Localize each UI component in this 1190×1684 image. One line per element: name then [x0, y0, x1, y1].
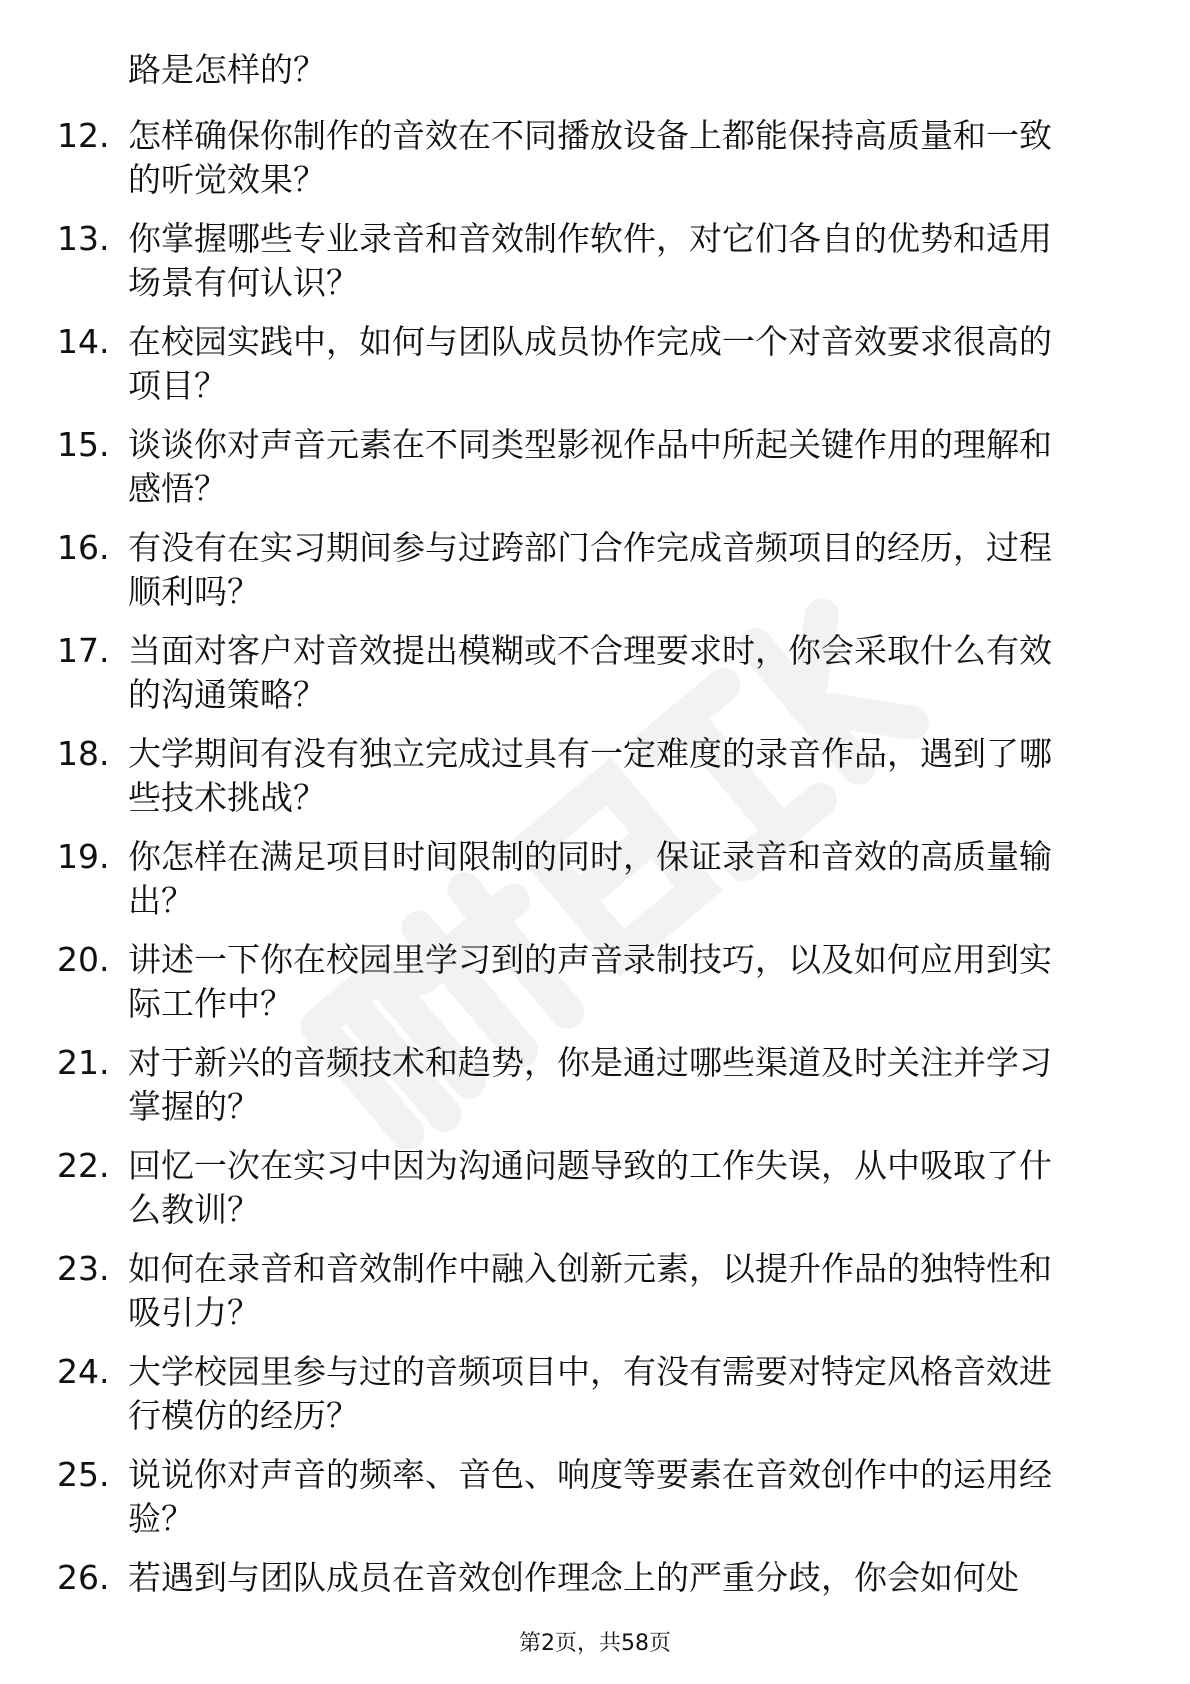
- question-text-line: 顺利吗？: [128, 572, 260, 611]
- question-number: 15.: [57, 425, 110, 464]
- question-text-line: 谈谈你对声音元素在不同类型影视作品中所起关键作用的理解和: [128, 425, 1052, 464]
- question-number: 19.: [57, 837, 110, 876]
- question-text: [128, 423, 1128, 511]
- question-text-line: 验？: [128, 1499, 194, 1538]
- question-text-line: 回忆一次在实习中因为沟通问题导致的工作失误，从中吸取了什: [128, 1146, 1052, 1185]
- question-text-line: 对于新兴的音频技术和趋势，你是通过哪些渠道及时关注并学习: [128, 1043, 1052, 1082]
- question-text: [128, 1041, 1128, 1129]
- question-text: [128, 1453, 1128, 1541]
- list-item: [0, 1453, 1190, 1556]
- list-item: [0, 732, 1190, 835]
- question-text-line: 讲述一下你在校园里学习到的声音录制技巧，以及如何应用到实: [128, 940, 1052, 979]
- question-number: 16.: [57, 528, 110, 567]
- question-number: 22.: [57, 1146, 110, 1185]
- question-text-line: 行模仿的经历？: [128, 1396, 359, 1435]
- question-text-line: 你掌握哪些专业录音和音效制作软件，对它们各自的优势和适用: [128, 219, 1052, 258]
- question-text-line: 大学期间有没有独立完成过具有一定难度的录音作品，遇到了哪: [128, 734, 1052, 773]
- question-text-line: 项目？: [128, 366, 227, 405]
- list-item: [0, 423, 1190, 526]
- question-text-line: 有没有在实习期间参与过跨部门合作完成音频项目的经历，过程: [128, 528, 1052, 567]
- question-text: [128, 629, 1128, 717]
- question-number: 21.: [57, 1043, 110, 1082]
- question-text-line: 吸引力？: [128, 1293, 260, 1332]
- question-text: [128, 114, 1128, 202]
- list-item: [0, 114, 1190, 217]
- question-text-line: 说说你对声音的频率、音色、响度等要素在音效创作中的运用经: [128, 1455, 1052, 1494]
- question-text-line: 际工作中？: [128, 984, 293, 1023]
- question-text: [128, 1144, 1128, 1232]
- list-item: [0, 526, 1190, 629]
- question-number: 24.: [57, 1352, 110, 1391]
- question-number: 23.: [57, 1249, 110, 1288]
- question-text: [128, 320, 1128, 408]
- question-text-line: 掌握的？: [128, 1087, 260, 1126]
- list-item: [0, 1041, 1190, 1144]
- question-number: 13.: [57, 219, 110, 258]
- question-number: 20.: [57, 940, 110, 979]
- list-item: [0, 217, 1190, 320]
- question-text-line: 感悟？: [128, 469, 227, 508]
- question-text-line: 的听觉效果？: [128, 160, 326, 199]
- list-item: [0, 1350, 1190, 1453]
- question-text: [128, 1556, 1128, 1600]
- list-item: [0, 835, 1190, 938]
- question-number: 17.: [57, 631, 110, 670]
- question-text: [128, 938, 1128, 1026]
- question-text: [128, 1350, 1128, 1438]
- list-item: [0, 320, 1190, 423]
- question-text-line: 场景有何认识？: [128, 263, 359, 302]
- question-text-line: 当面对客户对音效提出模糊或不合理要求时，你会采取什么有效: [128, 631, 1052, 670]
- question-number: 14.: [57, 322, 110, 361]
- question-number: 25.: [57, 1455, 110, 1494]
- question-text-line: 出？: [128, 881, 194, 920]
- question-text: [128, 835, 1128, 923]
- question-text-line: 大学校园里参与过的音频项目中，有没有需要对特定风格音效进: [128, 1352, 1052, 1391]
- list-item: [0, 629, 1190, 732]
- continued-question-text: 路是怎样的？: [128, 50, 326, 89]
- question-text-line: 怎样确保你制作的音效在不同播放设备上都能保持高质量和一致: [128, 116, 1052, 155]
- question-number: 26.: [57, 1558, 110, 1597]
- question-text-line: 若遇到与团队成员在音效创作理念上的严重分歧，你会如何处: [128, 1558, 1019, 1597]
- question-text: [128, 1247, 1128, 1335]
- question-number: 18.: [57, 734, 110, 773]
- page-footer: 第2页，共58页: [519, 1631, 671, 1656]
- question-text-line: 你怎样在满足项目时间限制的同时，保证录音和音效的高质量输: [128, 837, 1052, 876]
- question-text-line: 在校园实践中，如何与团队成员协作完成一个对音效要求很高的: [128, 322, 1052, 361]
- question-text-line: 些技术挑战？: [128, 778, 326, 817]
- question-list: [0, 114, 1190, 1659]
- question-number: 12.: [57, 116, 110, 155]
- question-text: [128, 732, 1128, 820]
- list-item: [0, 1247, 1190, 1350]
- question-text-line: 如何在录音和音效制作中融入创新元素，以提升作品的独特性和: [128, 1249, 1052, 1288]
- question-text: [128, 217, 1128, 305]
- question-text-line: 的沟通策略？: [128, 675, 326, 714]
- list-item: [0, 938, 1190, 1041]
- list-item: [0, 1144, 1190, 1247]
- question-text-line: 么教训？: [128, 1190, 260, 1229]
- question-text: [128, 526, 1128, 614]
